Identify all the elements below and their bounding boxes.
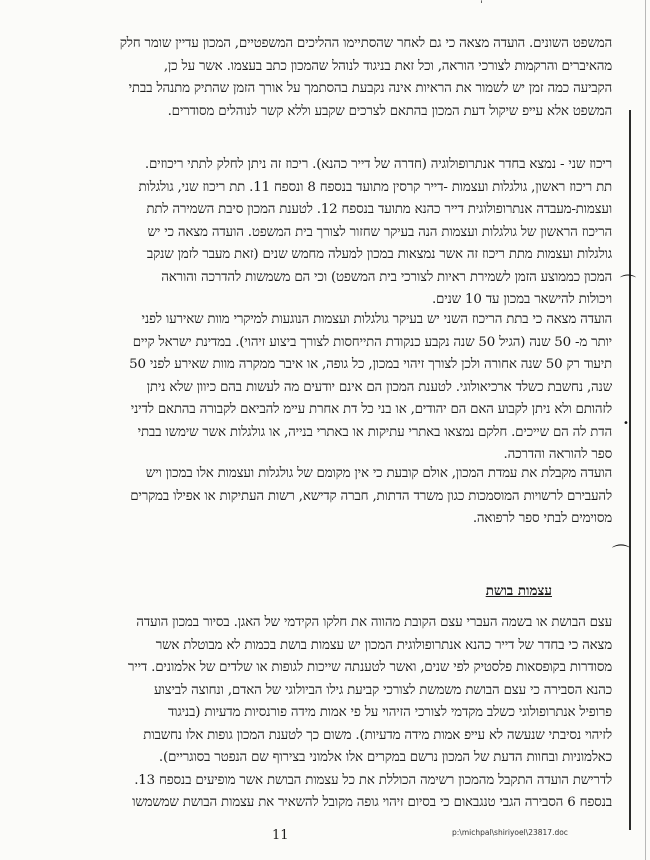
text-line: תת ריכוז ראשון, גולגלות ועצמות -דייר קרסין מתועד בנספח 8 ונספח 11. תת ריכוז שני, גולגלות: [138, 179, 612, 195]
text-line: ועצמות-מעבדה אנתרופולוגית דייר כהנא מתועד בנספח 12. לטענת המכון סיבת השמירה לתת: [146, 202, 612, 217]
text-line: ויכולות להישאר במכון עד 10 שנים.: [431, 292, 612, 307]
page-edge-shadow: [645, 0, 646, 860]
margin-binding-line: [629, 110, 631, 830]
text-line: המשפט השונים. הועדה מצאה כי גם לאחר שהסתיימו ההליכים המשפטיים, המכון עדיין שומר חלק: [119, 36, 612, 51]
text-line: תיעוד רק 50 שנה אחורה ולכן לצורך זיהוי במכון, כל גופה, או איבר ממקרה מוות שאירע לפני 50: [129, 357, 612, 372]
margin-dot: •: [623, 418, 629, 429]
text-line: מסוימים לבתי ספר לרפואה.: [472, 511, 612, 526]
text-line: כאלמוניות ובחוות הדעת של המכון נרשם במקרים אלו אלמוני בצירוף שם הנפטר בסוגריים).: [158, 750, 612, 765]
section-heading: עצמות בושת: [485, 583, 552, 599]
text-line: הקביעה כמה זמן יש לשמור את הראיות אינה נקבעת בהסתמך על אורך הזמן שהתיק מתנהל בבתי: [128, 81, 612, 96]
margin-mark-top: ⌒: [620, 273, 637, 292]
paragraph-5: [22, 612, 612, 815]
text-line: להעבירם לרשויות המוסמכות כגון משרד הדתות, חברה קדישא, רשות העתיקות או אפילו במקרים: [130, 488, 612, 504]
text-line: בנספח 6 הסבירה הגבי טנגבאום כי בסיום זיהוי גופה מקובל להשאיר את עצמות הבושת שמשמשו: [132, 795, 612, 810]
text-line: גולגלות ועצמות מתת ריכוז זה אשר נמצאות במכון למעלה מחמש שנים (זאת מעבר לזמן שנקב: [146, 247, 612, 262]
text-line: שנה, נחשבת כשלד ארכיאולוגי. לטענת המכון הם אינם יודעים מה לעשות בהם כיוון שלא ניתן: [146, 379, 612, 395]
text-line: לזיהוי נסיבתי שנעשה לא עייפ אמות מידה מדעיות). משום כך לטענת המכון גופות אלו נחשבות: [143, 727, 612, 743]
text-line: הועדה מקבלת את עמדת המכון, אולם קובעת כי אין מקומם של גולגלות ועצמות אלו במכון ויש: [145, 466, 612, 481]
text-line: פרופיל אנתרופולוגי כשלב מקדמי לצורכי הזיהוי על פי אמות מידה פורנסיות מדעיות (בניגוד: [167, 705, 612, 720]
text-line: לדרישת הועדה התקבל מהמכון רשימה הכוללת את כל עצמות הבושת אשר מופיעים בנספח 13.: [134, 772, 612, 788]
margin-mark-middle: ⌒: [612, 544, 630, 565]
text-line: הועדה מצאה כי בתת הריכוז השני יש בעיקר גולגלות ועצמות הנוגעות למיקרי מוות שאירעו לפני: [141, 312, 612, 327]
text-line: יותר מ- 50 שנה (הגיל 50 שנה נקבע כנקודת התייחסות לצורך ביצוע זיהוי). במדינת ישראל קיים: [132, 334, 612, 350]
text-line: כהנא הסבירה כי עצם הבושת משמשת לצורכי קביעת גילו הביולוגי של האדם, ונחוצה לביצוע: [154, 682, 612, 698]
text-line: המכון כממוצע הזמן לשמירת ראיות לצורכי בית המשפט) וכי הם משמשות להדרכה והוראה: [161, 269, 612, 285]
text-line: עצם הבושת או בשמה העברי עצם הקובת מהווה את חלקו הקידמי של האגן. בסיור במכון הועדה: [136, 615, 612, 630]
text-line: מצאה כי בחדר של דייר כהנא אנתרופולוגית המכון יש עצמות בושת בכמות לא מבוטלת אשר: [155, 637, 612, 653]
text-line: מסודרות בקופסאות פלסטיק לפי שנים, ואשר לטענתה שייכות לגופות או שלדים של אלמונים. דייר: [127, 660, 612, 675]
text-line: ריכוז שני - נמצא בחדר אנתרופולוגיה (חדרה של דייר כהנא). ריכוז זה ניתן לחלק לתתי ריכוזים.: [144, 157, 612, 172]
text-line: הריכוז הראשון של גולגלות ועצמות הנה בעיקר שחזור לצורך בית המשפט. הועדה מצאה כי יש: [147, 224, 612, 240]
text-line: לזהותם ולא ניתן לקבוע האם הם יהודים, או בני כל דת אחרת עיימ להביאם לקבורה בהתאם לדיני: [130, 402, 612, 417]
top-speck: ˈ: [480, 0, 483, 11]
text-line: ספר להוראה והדרכה.: [503, 447, 612, 462]
file-path-footer: p:\michpal\shiriyoel\23817.doc: [452, 828, 568, 837]
paragraph-4: [22, 463, 612, 531]
paragraph-3: [22, 309, 612, 467]
text-line: הדת לה הם שייכים. חלקם נמצאו באתרי עתיקות או באתרי בנייה, או גולגלות אשר שימשו בבתי: [137, 424, 612, 440]
paragraph-1: [22, 33, 612, 123]
text-line: המשפט אלא עייפ שיקול דעת המכון בהתאם לצרכים שקבע וללא קשר לנוהלים מסודרים.: [167, 103, 612, 119]
paragraph-2: [22, 154, 612, 312]
page-number: 11: [272, 828, 289, 843]
text-line: מהאיברים והרקמות לצורכי הוראה, וכל זאת בניגוד לנוהל שהמכון כתב בעצמו. אשר על כן,: [163, 58, 612, 74]
